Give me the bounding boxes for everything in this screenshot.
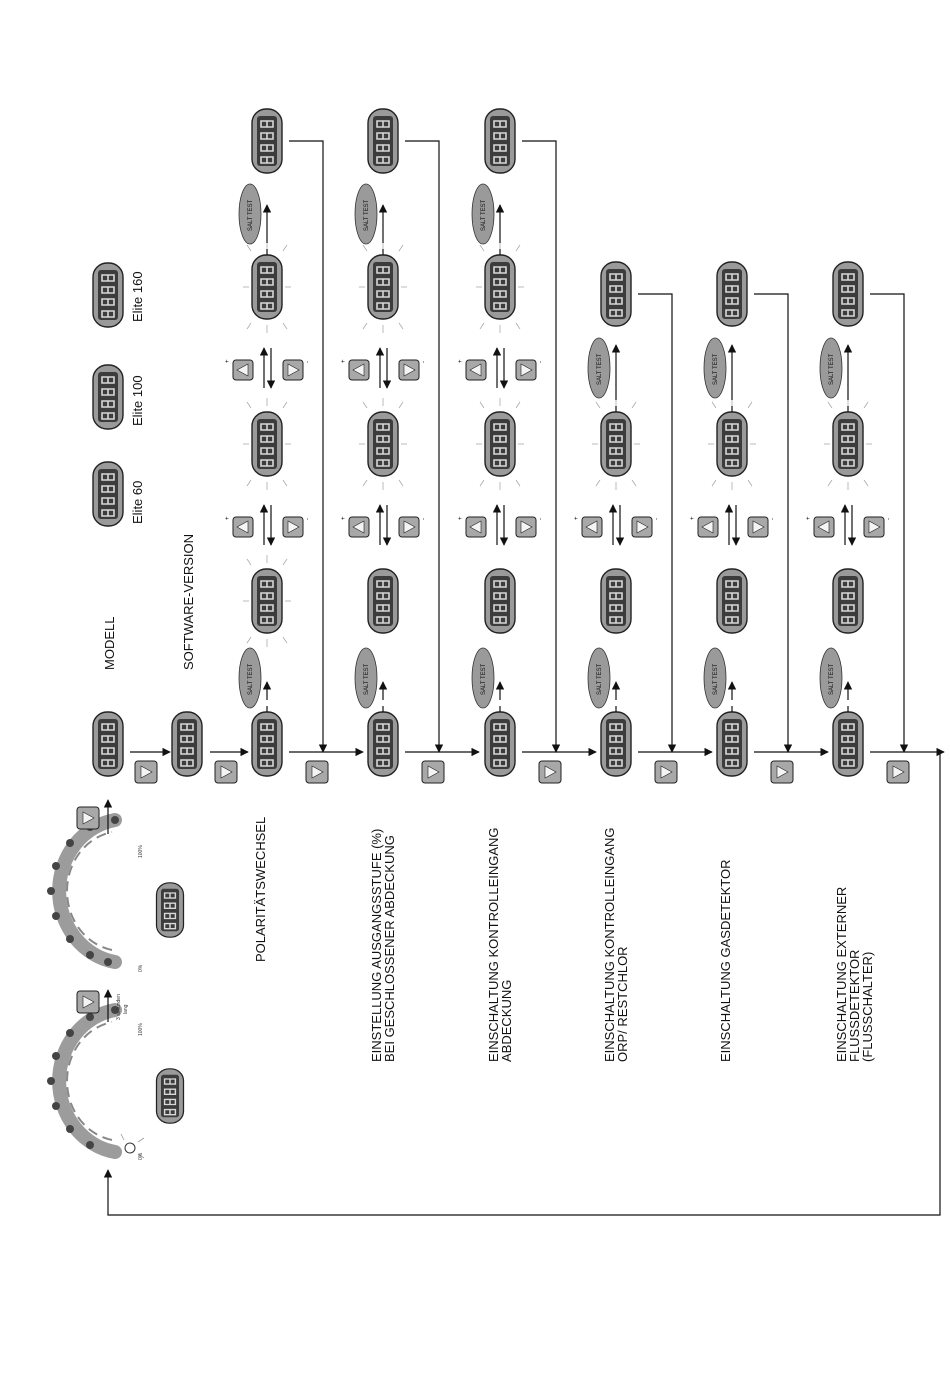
elite160-label: Elite 160: [130, 271, 145, 322]
hold-seconds-label-2: lang: [123, 1004, 129, 1014]
row-3-plus-2: +: [458, 359, 464, 363]
row-3-display-1: [485, 569, 515, 633]
row-4-salt-test-label: SALT TEST: [597, 663, 603, 695]
row-2-label-line-1: EINSTELLUNG AUSGANGSSTUFE (%): [369, 828, 384, 1062]
play-button-hold[interactable]: [77, 991, 99, 1013]
row-1-plus-2: +: [225, 359, 231, 363]
row-4-label-line-2: ORP/ RESTCHLOR: [615, 946, 630, 1062]
start-dial-2: [47, 816, 184, 966]
row-2-plus-1: +: [341, 516, 347, 520]
row-2-return-line: [405, 141, 439, 752]
row-3-entry-display: [485, 712, 515, 776]
row-6-confirm-display: [833, 262, 863, 326]
row-4-salt-test-2-label: SALT TEST: [597, 353, 603, 385]
row-6-display-1: [833, 569, 863, 633]
row-2-plus-2: +: [341, 359, 347, 363]
row-4-label-line-1: EINSCHALTUNG KONTROLLEINGANG: [602, 827, 617, 1062]
row-2-play-button[interactable]: [422, 761, 444, 783]
row-5-display-2: [717, 412, 747, 476]
row-2-display-1: [368, 569, 398, 633]
modell-label: MODELL: [102, 616, 117, 670]
hold-seconds-label: 3 sekunden: [116, 994, 122, 1020]
row-1-minus-1: -: [305, 518, 311, 520]
row-1-confirm-display: [252, 109, 282, 173]
display-elite60: [93, 462, 123, 526]
row-4-display-1: [601, 569, 631, 633]
row-1-play-button[interactable]: [306, 761, 328, 783]
row-4-display-2: [601, 412, 631, 476]
row-4-minus-1: -: [654, 518, 660, 520]
row-4-plus-1: +: [574, 516, 580, 520]
row-5-salt-test-label: SALT TEST: [713, 663, 719, 695]
row-3-plus-1: +: [458, 516, 464, 520]
row-1-return-line: [289, 141, 323, 752]
row-1-display-2: [252, 412, 282, 476]
row-5-entry-display: [717, 712, 747, 776]
software-version-label: SOFTWARE-VERSION: [181, 533, 196, 670]
row-2-display-2: [368, 412, 398, 476]
display-model: [93, 712, 123, 776]
row-3-salt-test-2-label: SALT TEST: [481, 199, 487, 231]
pct-0-label-1: 0%: [138, 1152, 144, 1160]
row-1-label-line-1: POLARITÄTSWECHSEL: [253, 816, 268, 962]
row-3-minus-2: -: [538, 361, 544, 363]
row-2-minus-2: -: [421, 361, 427, 363]
row-6-label-line-2: FLUSSDETEKTOR: [847, 949, 862, 1062]
row-2-entry-display: [368, 712, 398, 776]
row-6-label-line-3: (FLUSSCHALTER): [860, 951, 875, 1062]
row-2-minus-1: -: [421, 518, 427, 520]
pct-100-label-1: 100%: [138, 1023, 144, 1036]
row-6-display-2: [833, 412, 863, 476]
row-1-display-1: [252, 569, 282, 633]
row-6-salt-test-2-label: SALT TEST: [829, 353, 835, 385]
row-3-minus-1: -: [538, 518, 544, 520]
play-button-software[interactable]: [215, 761, 237, 783]
row-4-play-button[interactable]: [655, 761, 677, 783]
row-2-salt-test-2-label: SALT TEST: [364, 199, 370, 231]
play-button-start-2[interactable]: [77, 807, 99, 829]
row-1-minus-2: -: [305, 361, 311, 363]
row-1-salt-test-label: SALT TEST: [248, 663, 254, 695]
row-3-salt-test-label: SALT TEST: [481, 663, 487, 695]
display-software: [172, 712, 202, 776]
row-3-display-3: [485, 255, 515, 319]
row-2-display-3: [368, 255, 398, 319]
play-button-model[interactable]: [135, 761, 157, 783]
row-1-display-3: [252, 255, 282, 319]
start-dial-1: [47, 1006, 184, 1158]
row-6-minus-1: -: [886, 518, 892, 520]
row-5-salt-test-2-label: SALT TEST: [713, 353, 719, 385]
row-6-plus-1: +: [806, 516, 812, 520]
row-5-plus-1: +: [690, 516, 696, 520]
row-4-entry-display: [601, 712, 631, 776]
menu-rows: [225, 109, 944, 1062]
row-5-confirm-display: [717, 262, 747, 326]
row-3-display-2: [485, 412, 515, 476]
row-3-label-line-2: ABDECKUNG: [499, 979, 514, 1062]
elite100-label: Elite 100: [130, 375, 145, 426]
row-6-salt-test-label: SALT TEST: [829, 663, 835, 695]
row-3-play-button[interactable]: [539, 761, 561, 783]
row-5-label-line-1: EINSCHALTUNG GASDETEKTOR: [718, 859, 733, 1062]
row-1-plus-1: +: [225, 516, 231, 520]
row-6-label-line-1: EINSCHALTUNG EXTERNER: [834, 886, 849, 1062]
row-3-confirm-display: [485, 109, 515, 173]
row-6-entry-display: [833, 712, 863, 776]
row-1-entry-display: [252, 712, 282, 776]
row-5-minus-1: -: [770, 518, 776, 520]
row-2-label-line-2: BEI GESCHLOSSENER ABDECKUNG: [382, 835, 397, 1062]
display-elite100: [93, 365, 123, 429]
row-5-display-1: [717, 569, 747, 633]
elite60-label: Elite 60: [130, 480, 145, 524]
row-3-label-line-1: EINSCHALTUNG KONTROLLEINGANG: [486, 827, 501, 1062]
pct-100-label-2: 100%: [138, 845, 144, 858]
row-3-return-line: [522, 141, 556, 752]
row-2-confirm-display: [368, 109, 398, 173]
display-elite160: [93, 263, 123, 327]
row-5-play-button[interactable]: [771, 761, 793, 783]
row-6-play-button[interactable]: [887, 761, 909, 783]
row-1-salt-test-2-label: SALT TEST: [248, 199, 254, 231]
pct-0-label-2: 0%: [138, 964, 144, 972]
row-2-salt-test-label: SALT TEST: [364, 663, 370, 695]
row-4-confirm-display: [601, 262, 631, 326]
